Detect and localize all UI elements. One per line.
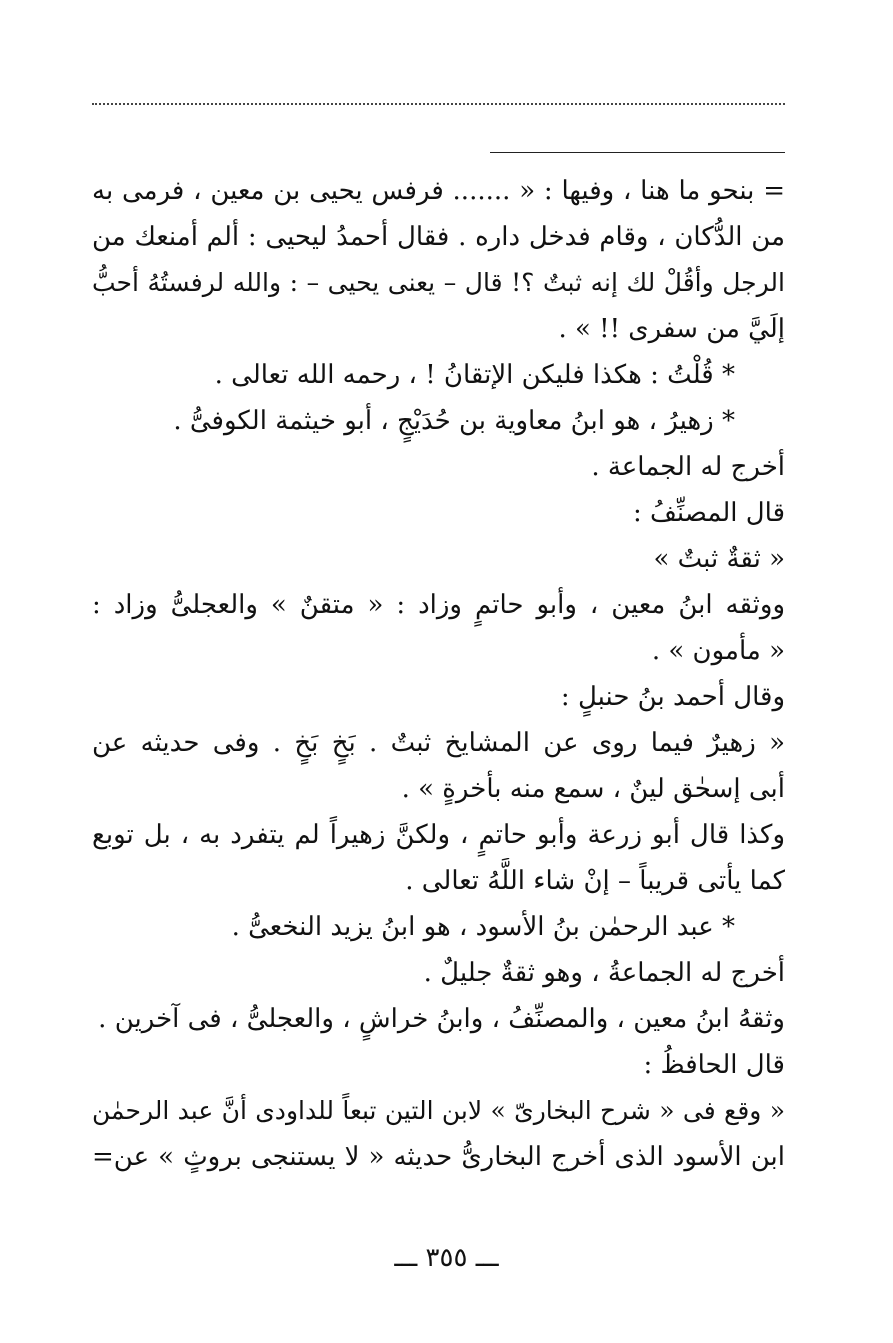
text-line: إلَيَّ من سفرى !! » . [558,314,785,344]
text-line: ووثقه ابنُ معين ، وأبو حاتمٍ وزاد : « متقنٌ » والعجلىُّ وزاد : [92,590,785,620]
text-line: أخرج له الجماعةُ ، وهو ثقةٌ جليلٌ . [423,958,785,988]
text-line: * قُلْتُ : هكذا فليكن الإتقانُ ! ، رحمه الله تعالى . [214,360,735,390]
text-line: « ثقةٌ ثبتٌ » [653,544,785,574]
text-line: قال الحافظُ : [643,1050,785,1080]
text-line: « زهيرٌ فيما روى عن المشايخ ثبتٌ . بَخٍ بَخٍ . وفى حديثه عن [92,728,785,758]
text-line: « وقع فى « شرح البخارىّ » لابن التين تبعاً للداودى أنَّ عبد الرحمٰن [92,1096,785,1125]
text-line: = بنحو ما هنا ، وفيها : « ....... فرفس يحيى بن معين ، فرمى به [92,176,785,206]
text-line: ابن الأسود الذى أخرج البخارىُّ حديثه « لا يستنجى بروثٍ » عن= [92,1142,785,1172]
text-line: وثقهُ ابنُ معين ، والمصنِّفُ ، وابنُ خراشٍ ، والعجلىُّ ، فى آخرين . [98,1004,785,1034]
footnote-separator [490,152,785,153]
text-line: * عبد الرحمٰن بنُ الأسود ، هو ابنُ يزيد النخعىُّ . [231,912,735,942]
text-line: أبى إسحٰق لينٌ ، سمع منه بأخرةٍ » . [401,774,785,804]
text-line: * زهيرُ ، هو ابنُ معاوية بن حُدَيْجٍ ، أبو خيثمة الكوفىُّ . [173,406,735,436]
text-line: وكذا قال أبو زرعة وأبو حاتمٍ ، ولكنَّ زهيراً لم يتفرد به ، بل توبع [92,820,785,850]
page-number: ـــ ٣٥٥ ـــ [394,1243,499,1273]
body-text [92,168,785,1180]
text-line: وقال أحمد بنُ حنبلٍ : [560,682,785,712]
text-line: كما يأتى قريباً – إنْ شاء اللَّهُ تعالى . [405,866,785,896]
header-dotted-rule [92,103,785,105]
text-line: الرجل وأقُلْ لك إنه ثبتٌ ؟! قال – يعنى يحيى – : والله لرفستُهُ أحبُّ [92,268,785,297]
text-line: قال المصنِّفُ : [632,498,785,528]
text-line: « مأمون » . [651,636,785,666]
text-line: أخرج له الجماعة . [591,452,785,482]
text-line: من الدُّكان ، وقام فدخل داره . فقال أحمدُ ليحيى : ألم أمنعك من [92,222,785,252]
